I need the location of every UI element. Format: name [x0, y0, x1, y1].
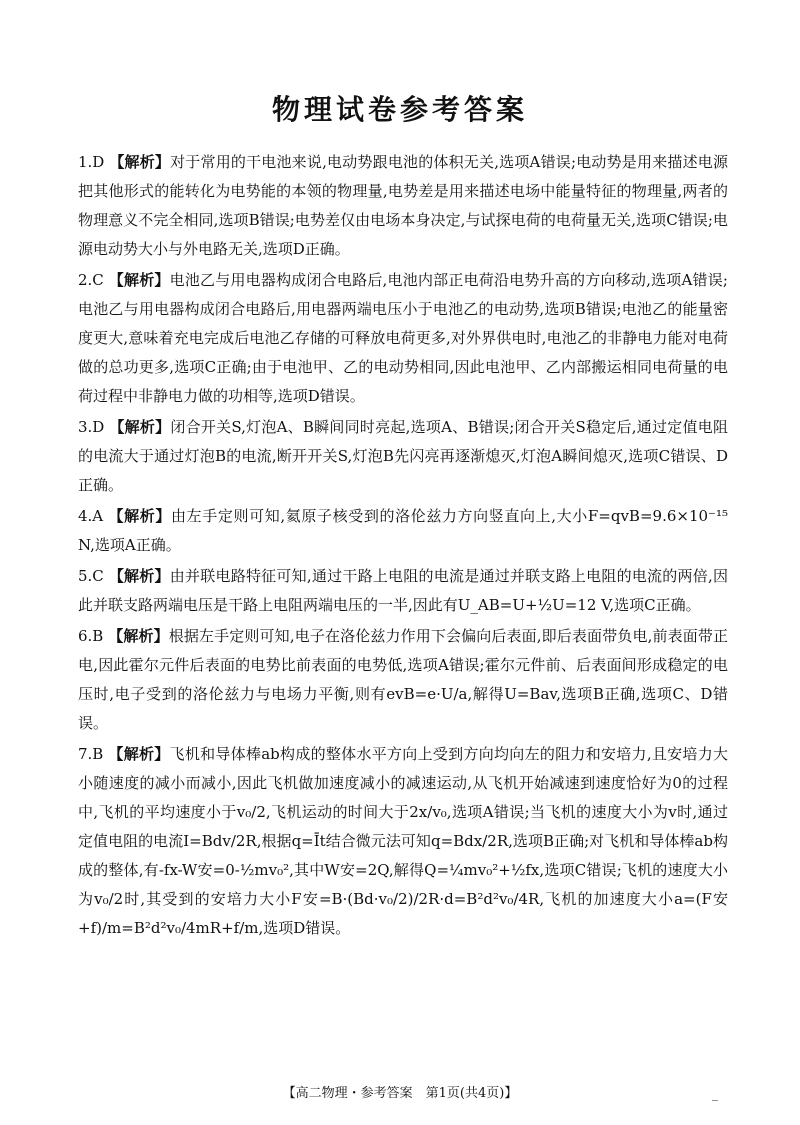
answer-text: 根据左手定则可知,电子在洛伦兹力作用下会偏向后表面,即后表面带负电,前表面带正电,因此霍尔元件后表面的电势比前表面的电势低,选项A错误;霍尔元件前、后表面间形成稳定的电压时,电子受到的洛伦兹力与电场力平衡,则有evB=e·U/a,解得U=Bav,选项B正确,选项C、D错误。 [78, 627, 728, 732]
analysis-tag: 【解析】 [108, 271, 170, 289]
answer-item-7 [78, 740, 728, 943]
corner-mark: ‾ [712, 1098, 718, 1112]
analysis-tag: 【解析】 [109, 153, 171, 171]
answer-item-5 [78, 562, 728, 620]
answer-item-2 [78, 266, 728, 411]
answer-text: 闭合开关S,灯泡A、B瞬间同时亮起,选项A、B错误;闭合开关S稳定后,通过定值电阻的电流大于通过灯泡B的电流,断开开关S,灯泡B先闪亮再逐渐熄灭,灯泡A瞬间熄灭,选项C错误、D正确。 [78, 418, 728, 494]
answer-text: 对于常用的干电池来说,电动势跟电池的体积无关,选项A错误;电动势是用来描述电源把其他形式的能转化为电势能的本领的物理量,电势差是用来描述电场中能量特征的物理量,两者的物理意义不完全相同,选项B错误;电势差仅由电场本身决定,与试探电荷的电荷量无关,选项C错误;电源电动势大小与外电路无关,选项D正确。 [78, 153, 728, 258]
answer-item-4 [78, 502, 728, 560]
answer-item-3 [78, 413, 728, 500]
answer-number: 1.D [78, 153, 105, 171]
answer-number: 4.A [78, 507, 104, 525]
analysis-tag: 【解析】 [108, 627, 169, 645]
page-footer: 【高二物理・参考答案 第1页(共4页)】 [282, 1086, 518, 1101]
answer-text: 由并联电路特征可知,通过干路上电阻的电流是通过并联支路上电阻的电流的两倍,因此并联支路两端电压是干路上电阻两端电压的一半,因此有U_AB=U+½U=12 V,选项C正确。 [78, 567, 728, 614]
answers-list [78, 148, 728, 945]
answer-item-6 [78, 622, 728, 738]
answer-number: 6.B [78, 627, 104, 645]
analysis-tag: 【解析】 [108, 507, 172, 525]
analysis-tag: 【解析】 [108, 567, 170, 585]
answer-number: 3.D [78, 418, 105, 436]
answer-number: 7.B [78, 745, 104, 763]
page-title: 物理试卷参考答案 [271, 93, 528, 126]
analysis-tag: 【解析】 [108, 745, 170, 763]
answer-number: 5.C [78, 567, 104, 585]
analysis-tag: 【解析】 [109, 418, 171, 436]
answer-item-1 [78, 148, 728, 264]
answer-text: 飞机和导体棒ab构成的整体水平方向上受到方向均向左的阻力和安培力,且安培力大小随速度的减小而减小,因此飞机做加速度减小的减速运动,从飞机开始减速到速度恰好为0的过程中,飞机的平均速度小于v₀/2,飞机运动的时间大于2x/v₀,选项A错误;当飞机的速度大小为v时,通过定值电阻的电流I=Bdv/2R,根据q=Īt结合微元法可知q=Bdx/2R,选项B正确;对飞机和导体棒ab构成的整体,有-fx-W安=0-½mv₀²,其中W安=2Q,解得Q=¼mv₀²+½fx,选项C错误;飞机的速度大小为v₀/2时,其受到的安培力大小F安=B·(Bd·v₀/2)/2R·d=B²d²v₀/4R,飞机的加速度大小a=(F安+f)/m=B²d²v₀/4mR+f/m,选项D错误。 [78, 745, 728, 937]
answer-text: 由左手定则可知,氦原子核受到的洛伦兹力方向竖直向上,大小F=qvB=9.6×10⁻¹⁵ N,选项A正确。 [78, 507, 728, 554]
answer-text: 电池乙与用电器构成闭合电路后,电池内部正电荷沿电势升高的方向移动,选项A错误;电池乙与用电器构成闭合电路后,用电器两端电压小于电池乙的电动势,选项B错误;电池乙的能量密度更大,意味着充电完成后电池乙存储的可释放电荷更多,对外界供电时,电池乙的非静电力能对电荷做的总功更多,选项C正确;由于电池甲、乙的电动势相同,因此电池甲、乙内部搬运相同电荷量的电荷过程中非静电力做的功相等,选项D错误。 [78, 271, 728, 405]
answer-number: 2.C [78, 271, 104, 289]
